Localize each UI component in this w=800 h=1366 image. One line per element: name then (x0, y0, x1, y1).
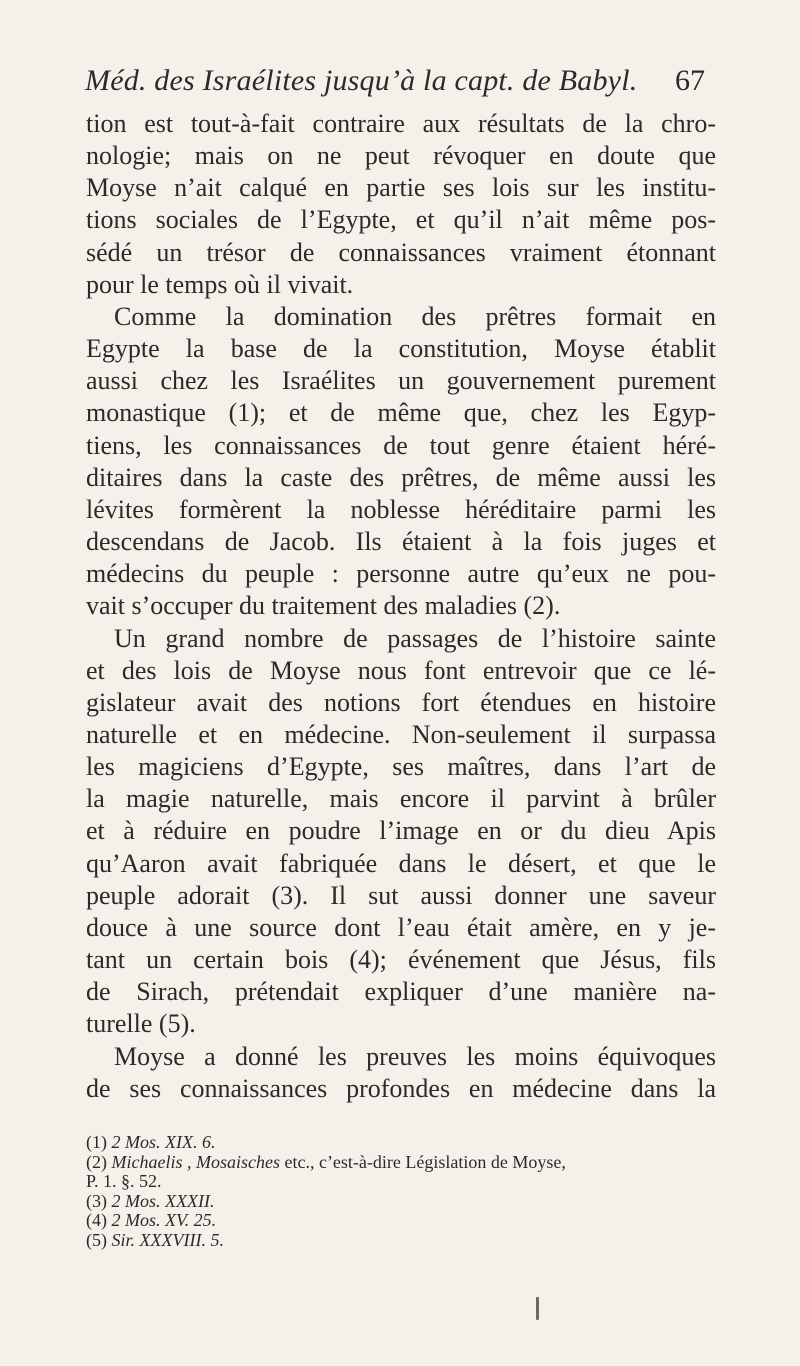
text-line: tion est tout-à-fait contraire aux résultats de la chro- (86, 109, 716, 138)
footnote-2 (86, 1153, 716, 1173)
text-line: vait s’occuper du traitement des maladies (2). (86, 591, 561, 621)
text-line: et à réduire en poudre l’image en or du dieu Apis (86, 816, 716, 846)
footnote-ref: 2 Mos. XXXII. (111, 1190, 215, 1211)
text-line: pour le temps où il vivait. (86, 269, 354, 299)
text-line: et des lois de Moyse nous font entrevoir que ce lé- (86, 655, 716, 685)
text-line: nologie; mais on ne peut révoquer en doute que (86, 141, 716, 171)
running-title: Méd. des Israélites jusqu’à la capt. de Babyl. (85, 64, 638, 97)
page-number: 67 (675, 64, 705, 97)
footnote-ref: 2 Mos. XIX. 6. (111, 1132, 216, 1152)
text-line: tant un certain bois (4); événement que Jésus, fils (86, 945, 716, 975)
text-line: lévites formèrent la noblesse héréditaire parmi les (86, 494, 716, 524)
text-line: sédé un trésor de connaissances vraiment étonnant (86, 237, 716, 267)
text-line: Comme la domination des prêtres formait en (114, 301, 716, 331)
text-line: de Sirach, prétendait expliquer d’une manière na- (86, 977, 716, 1007)
text-line: peuple adorait (3). Il sut aussi donner une saveur (86, 880, 716, 910)
footnote-mark: (5) (86, 1229, 107, 1250)
footnotes (86, 1133, 716, 1251)
footnote-mark: (1) (86, 1132, 107, 1152)
footnote-mark: (2) (86, 1151, 107, 1172)
text-line: douce à une source dont l’eau était amère, en y je- (86, 912, 716, 942)
text-line: Moyse n’ait calqué en partie ses lois sur les institu- (86, 173, 716, 203)
printer-mark (536, 1297, 539, 1320)
body-text (86, 108, 716, 1105)
text-line: turelle (5). (86, 1009, 196, 1039)
footnote-1 (86, 1133, 716, 1153)
text-line: tions sociales de l’Egypte, et qu’il n’ait même pos- (86, 205, 716, 235)
text-line: les magiciens d’Egypte, ses maîtres, dans l’art de (86, 752, 716, 782)
footnote-text: etc., c’est-à-dire Législation de Moyse, (279, 1151, 566, 1172)
footnote-ref: Michaelis , Mosaisches (111, 1151, 280, 1172)
running-head (85, 64, 705, 98)
footnote-ref: 2 Mos. XV. 25. (111, 1210, 217, 1231)
text-line: Un grand nombre de passages de l’histoire sainte (114, 623, 716, 653)
footnote-mark: (4) (86, 1210, 107, 1231)
footnote-text: P. 1. §. 52. (86, 1171, 162, 1192)
text-line: de ses connaissances profondes en médecine dans la (86, 1073, 716, 1103)
text-line: Egypte la base de la constitution, Moyse établit (86, 334, 716, 364)
text-line: qu’Aaron avait fabriquée dans le désert, et que le (86, 848, 716, 878)
text-line: monastique (1); et de même que, chez les Egyp- (86, 398, 716, 428)
text-line: gislateur avait des notions fort étendues en histoire (86, 687, 716, 717)
footnote-4 (86, 1211, 716, 1231)
footnote-5 (86, 1231, 716, 1251)
text-line: la magie naturelle, mais encore il parvint à brûler (86, 784, 716, 814)
footnote-mark: (3) (86, 1190, 107, 1211)
text-line: Moyse a donné les preuves les moins équivoques (114, 1041, 716, 1071)
text-line: aussi chez les Israélites un gouvernement purement (86, 366, 716, 396)
footnote-ref: Sir. XXXVIII. 5. (111, 1229, 224, 1250)
text-line: naturelle et en médecine. Non-seulement il surpassa (86, 719, 716, 749)
text-line: médecins du peuple : personne autre qu’eux ne pou- (86, 559, 716, 589)
footnote-3 (86, 1192, 716, 1212)
text-line: ditaires dans la caste des prêtres, de même aussi les (86, 462, 716, 492)
text-line: tiens, les connaissances de tout genre étaient héré- (86, 430, 716, 460)
text-line: descendans de Jacob. Ils étaient à la fois juges et (86, 527, 716, 557)
footnote-2-continued (86, 1172, 716, 1192)
